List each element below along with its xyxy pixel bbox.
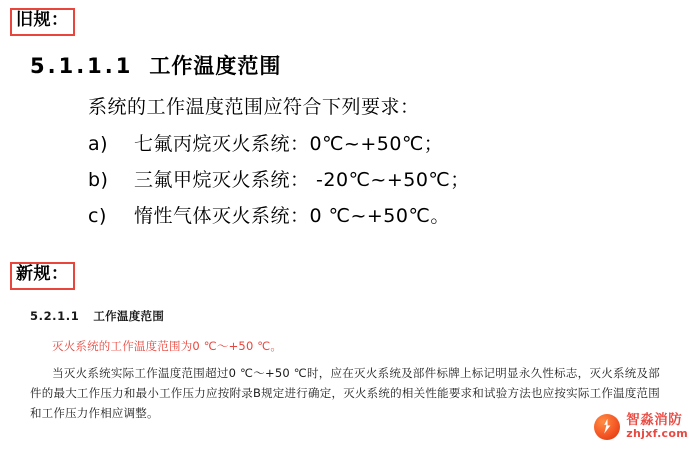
old-standard-tag: 旧规：	[10, 8, 75, 36]
watermark	[594, 413, 688, 440]
list-item-text: 七氟丙烷灭火系统：0℃~+50℃；	[134, 133, 444, 155]
old-standard-heading	[30, 50, 670, 80]
old-standard-heading-text: 工作温度范围	[149, 54, 282, 78]
new-standard-paragraph-text: 当灭火系统实际工作温度范围超过0 ℃～+50 ℃时，应在灭火系统及部件标牌上标记明显永久性标志，灭火系统及部件的最大工作压力和最小工作压力应按附录B规定进行确定，灭火系统的相关性能要求和试验方法也应按实际工作温度范围和工作压力作相应调整。	[30, 366, 660, 421]
old-standard-intro: 系统的工作温度范围应符合下列要求：	[88, 96, 420, 118]
list-item-marker: a)	[88, 133, 109, 155]
watermark-brand-name: 智淼消防	[626, 412, 683, 429]
watermark-url: zhjxf.com	[626, 427, 688, 441]
list-item-marker: c)	[88, 205, 107, 227]
list-item-marker: b)	[88, 169, 109, 191]
old-standard-clause-number: 5.1.1.1	[30, 54, 134, 78]
old-standard-block	[30, 50, 670, 237]
new-standard-tag: 新规：	[10, 262, 75, 290]
old-standard-item	[88, 201, 670, 228]
new-standard-paragraph	[30, 363, 660, 423]
new-standard-heading	[30, 308, 660, 324]
list-item-text: 三氟甲烷灭火系统： -20℃~+50℃；	[134, 169, 470, 191]
list-item-text: 惰性气体灭火系统：0 ℃~+50℃。	[134, 205, 450, 227]
old-standard-item	[88, 165, 670, 192]
new-standard-clause-number: 5.2.1.1	[30, 309, 80, 323]
new-standard-rule-text: 灭火系统的工作温度范围为0 ℃～+50 ℃。	[52, 339, 283, 353]
watermark-text	[626, 413, 688, 440]
old-standard-item	[88, 129, 670, 156]
new-standard-heading-text: 工作温度范围	[93, 309, 165, 323]
flame-icon	[594, 414, 620, 440]
new-standard-block	[30, 308, 660, 423]
